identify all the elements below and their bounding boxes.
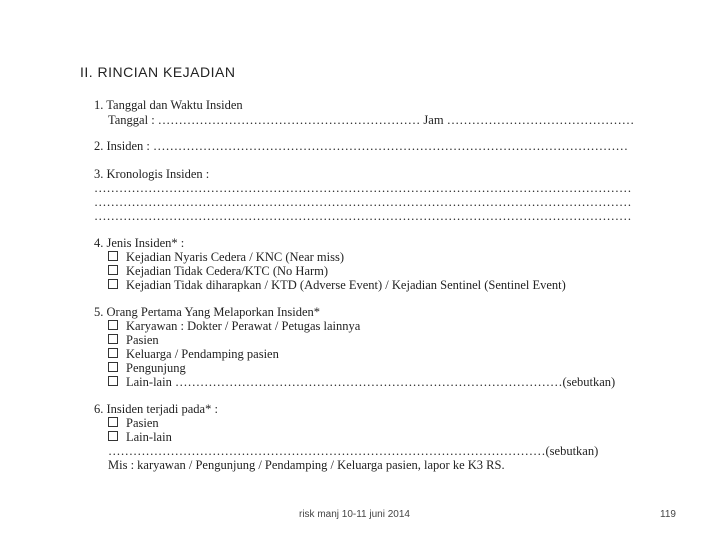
item-3-dots-line: ………………………………………………………………………………………………………………… [94,181,632,195]
checkbox-icon[interactable] [108,279,118,289]
option-label: Lain-lain [126,430,172,444]
item-6-option[interactable] [108,430,172,444]
item-1-title: 1. Tanggal dan Waktu Insiden [94,98,243,112]
item-6-option[interactable] [108,416,159,430]
item-4-option[interactable] [108,278,566,292]
checkbox-icon[interactable] [108,334,118,344]
item-4-option[interactable] [108,250,344,264]
option-label: Kejadian Tidak Cedera/KTC (No Harm) [126,264,329,278]
checkbox-icon[interactable] [108,417,118,427]
item-4-title: 4. Jenis Insiden* : [94,236,185,250]
item-5-option[interactable] [108,333,159,347]
item-4-option[interactable] [108,264,328,278]
option-label: Pengunjung [126,361,186,375]
checkbox-icon[interactable] [108,251,118,261]
footer-text: risk manj 10-11 juni 2014 [299,509,410,520]
option-label: Pasien [126,333,159,347]
option-label: Pasien [126,416,159,430]
item-6-dots-line: ……………………………………………………………………………………………(sebutkan) [108,444,599,458]
item-5-option[interactable] [108,319,360,333]
option-label: Keluarga / Pendamping pasien [126,347,279,361]
checkbox-icon[interactable] [108,376,118,386]
item-2-line: 2. Insiden : …………………………………………………………………………………………………… [94,139,629,153]
item-5-option[interactable] [108,347,279,361]
checkbox-icon[interactable] [108,348,118,358]
item-3-dots-line: ………………………………………………………………………………………………………………… [94,209,632,223]
option-label: Lain-lain …………………………………………………………………………………(sebutkan) [126,375,616,389]
item-1-date-time-line: Tanggal : ……………………………………………………… Jam ……………………………………… [108,113,635,127]
item-5-option[interactable] [108,361,186,375]
checkbox-icon[interactable] [108,431,118,441]
option-label: Karyawan : Dokter / Perawat / Petugas lainnya [126,319,361,333]
item-3-dots-line: ………………………………………………………………………………………………………………… [94,195,632,209]
option-label: Kejadian Tidak diharapkan / KTD (Adverse Event) / Kejadian Sentinel (Sentinel Event) [126,278,566,292]
item-6-note: Mis : karyawan / Pengunjung / Pendamping / Keluarga pasien, lapor ke K3 RS. [108,458,505,472]
item-5-option[interactable] [108,375,615,389]
page-number: 119 [660,509,676,520]
item-5-title: 5. Orang Pertama Yang Melaporkan Insiden* [94,305,320,319]
item-6-title: 6. Insiden terjadi pada* : [94,402,218,416]
page-title: II. RINCIAN KEJADIAN [80,64,236,80]
checkbox-icon[interactable] [108,265,118,275]
option-label: Kejadian Nyaris Cedera / KNC (Near miss) [126,250,344,264]
item-3-title: 3. Kronologis Insiden : [94,167,210,181]
checkbox-icon[interactable] [108,320,118,330]
checkbox-icon[interactable] [108,362,118,372]
